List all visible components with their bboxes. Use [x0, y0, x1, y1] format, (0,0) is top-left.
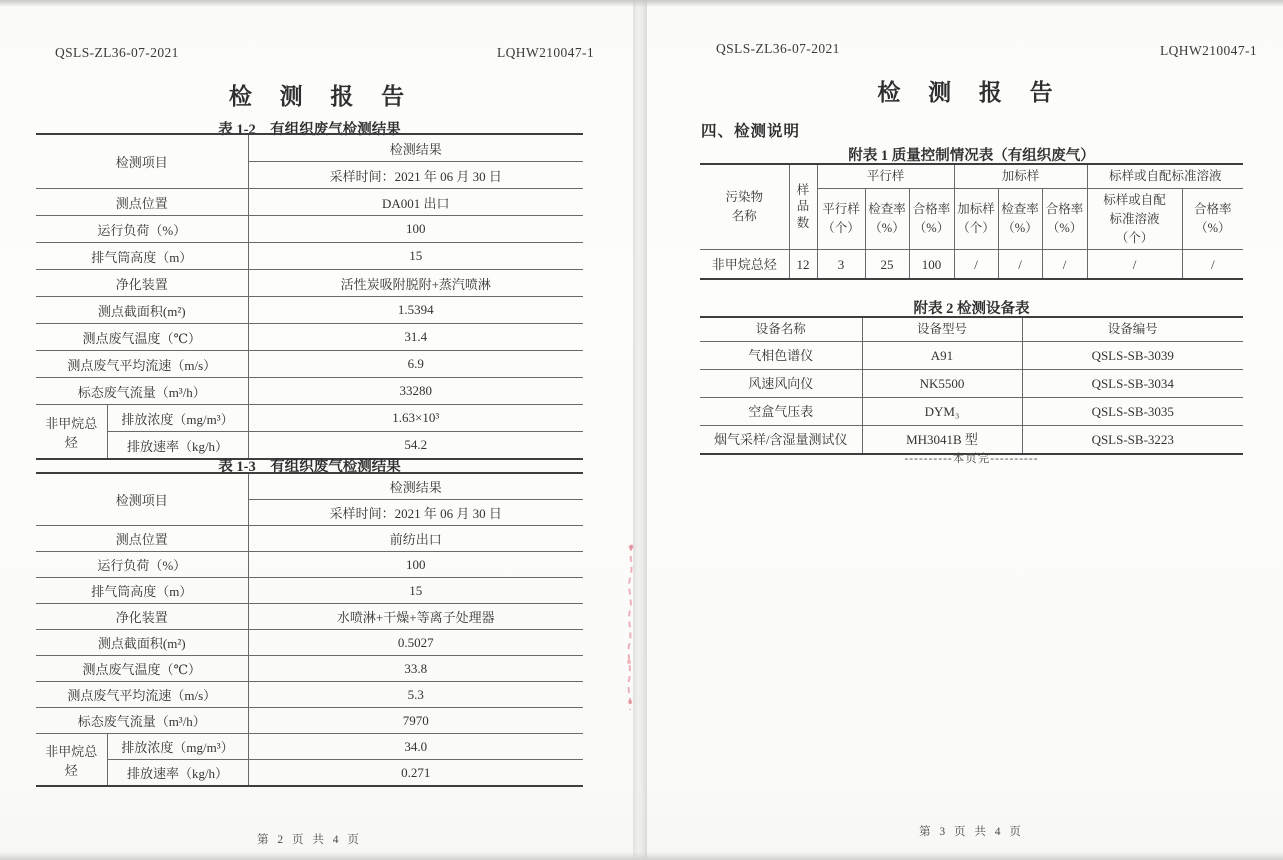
- qc-header-group-row: [700, 164, 1243, 189]
- row-label: 排放浓度（mg/m³）: [107, 405, 248, 432]
- qc-cell: /: [1042, 250, 1087, 280]
- row-value: 100: [248, 552, 583, 578]
- row-label: 测点位置: [36, 526, 248, 552]
- parallel-sample-group-header: 平行样: [817, 164, 954, 189]
- row-value: 33.8: [248, 656, 583, 682]
- row-value: 5.3: [248, 682, 583, 708]
- device-table-caption: 附表 2 检测设备表: [913, 301, 1030, 317]
- spiked-sample-group-header: 加标样: [954, 164, 1087, 189]
- table-row: [36, 682, 583, 708]
- row-label: 标态废气流量（m³/h）: [36, 378, 248, 405]
- red-pen-mark-artifact: [623, 542, 637, 712]
- row-value: 活性炭吸附脱附+蒸汽喷淋: [248, 270, 583, 297]
- device-serial: QSLS-SB-3034: [1022, 370, 1243, 398]
- table-row: [36, 578, 583, 604]
- table-row: [36, 270, 583, 297]
- row-label: 净化装置: [36, 604, 248, 630]
- table-1-2-organized-emission-results: [36, 133, 583, 460]
- row-value: 31.4: [248, 324, 583, 351]
- qc-cell: 3: [817, 250, 865, 280]
- scanned-page-2: [0, 0, 633, 860]
- row-label: 排放速率（kg/h）: [107, 760, 248, 787]
- pollutant-name-header: 污染物名称: [700, 164, 789, 250]
- qc-subheader: 加标样（个）: [954, 189, 998, 250]
- row-value: 100: [248, 216, 583, 243]
- row-label: 排气筒高度（m）: [36, 243, 248, 270]
- table-1-2-caption: 表 1-2 有组织废气检测结果: [218, 122, 401, 138]
- page-number-right: 第 3 页 共 4 页: [919, 826, 1024, 838]
- row-label: 测点截面积(m²): [36, 297, 248, 324]
- item-header-cell: 检测项目: [36, 134, 248, 189]
- row-label: 净化装置: [36, 270, 248, 297]
- device-name: 烟气采样/含湿量测试仪: [700, 426, 862, 455]
- qc-data-row: [700, 250, 1243, 280]
- row-value: 34.0: [248, 734, 583, 760]
- scanned-page-3: [647, 0, 1283, 860]
- row-label: 运行负荷（%）: [36, 216, 248, 243]
- doc-code-left: QSLS-ZL36-07-2021: [55, 45, 179, 60]
- row-value: 15: [248, 578, 583, 604]
- result-header-cell: 检测结果: [248, 134, 583, 162]
- row-value: 0.271: [248, 760, 583, 787]
- table-row: [36, 216, 583, 243]
- qc-subheader: 检查率（%）: [865, 189, 909, 250]
- page-number-left: 第 2 页 共 4 页: [257, 834, 362, 846]
- report-title-left: 检 测 报 告: [228, 84, 416, 109]
- pollutant-group-label: 非甲烷总烃: [36, 405, 107, 460]
- qc-cell: /: [1182, 250, 1243, 280]
- qc-subheader: 平行样（个）: [817, 189, 865, 250]
- end-of-page-mark: ----------本页完----------: [904, 453, 1039, 465]
- quality-control-table: [700, 163, 1243, 280]
- qc-subheader: 标样或自配标准溶液（个）: [1087, 189, 1182, 250]
- qc-cell: 100: [909, 250, 954, 280]
- device-name: 气相色谱仪: [700, 342, 862, 370]
- row-label: 测点废气平均流速（m/s）: [36, 351, 248, 378]
- row-label: 排放速率（kg/h）: [107, 432, 248, 460]
- report-number-left: LQHW210047-1: [497, 45, 595, 60]
- device-name-header: 设备名称: [700, 317, 862, 342]
- table-row: [36, 378, 583, 405]
- table-row: [36, 760, 583, 787]
- page-gutter: [633, 0, 647, 860]
- doc-code-right: QSLS-ZL36-07-2021: [716, 41, 840, 56]
- device-row: [700, 370, 1243, 398]
- device-model: DYM₃: [862, 398, 1022, 426]
- device-serial: QSLS-SB-3039: [1022, 342, 1243, 370]
- table-1-3-organized-emission-results: [36, 472, 583, 787]
- device-serial-header: 设备编号: [1022, 317, 1243, 342]
- device-row: [700, 398, 1243, 426]
- table-row: [36, 243, 583, 270]
- table-row: [36, 297, 583, 324]
- row-label: 测点废气平均流速（m/s）: [36, 682, 248, 708]
- row-label: 运行负荷（%）: [36, 552, 248, 578]
- row-value: 54.2: [248, 432, 583, 460]
- test-equipment-table: [700, 316, 1243, 455]
- table-row: [36, 734, 583, 760]
- row-value: 6.9: [248, 351, 583, 378]
- row-label: 排气筒高度（m）: [36, 578, 248, 604]
- report-title-right: 检 测 报 告: [877, 80, 1064, 105]
- section-title-test-notes: 四、检测说明: [701, 123, 801, 140]
- table-row: [36, 630, 583, 656]
- row-label: 测点位置: [36, 189, 248, 216]
- qc-cell: 25: [865, 250, 909, 280]
- qc-subheader: 合格率（%）: [909, 189, 954, 250]
- sampling-time-cell: 采样时间：2021 年 06 月 30 日: [248, 162, 583, 189]
- qc-cell: 12: [789, 250, 817, 280]
- item-header-cell: 检测项目: [36, 473, 248, 526]
- row-value: 33280: [248, 378, 583, 405]
- row-value: 7970: [248, 708, 583, 734]
- row-label: 排放浓度（mg/m³）: [107, 734, 248, 760]
- device-serial: QSLS-SB-3035: [1022, 398, 1243, 426]
- standard-solution-group-header: 标样或自配标准溶液: [1087, 164, 1243, 189]
- table-row: [36, 656, 583, 682]
- row-value: DA001 出口: [248, 189, 583, 216]
- device-header-row: [700, 317, 1243, 342]
- sampling-time-cell: 采样时间：2021 年 06 月 30 日: [248, 500, 583, 526]
- qc-table-caption: 附表 1 质量控制情况表（有组织废气）: [848, 148, 1095, 164]
- row-value: 前纺出口: [248, 526, 583, 552]
- qc-cell: /: [954, 250, 998, 280]
- table-row: [36, 405, 583, 432]
- row-value: 1.63×10³: [248, 405, 583, 432]
- table-row: [36, 324, 583, 351]
- report-number-right: LQHW210047-1: [1160, 43, 1258, 58]
- row-label: 标态废气流量（m³/h）: [36, 708, 248, 734]
- qc-cell: /: [1087, 250, 1182, 280]
- table-row: [36, 526, 583, 552]
- pollutant-group-label: 非甲烷总烃: [36, 734, 107, 787]
- qc-subheader: 合格率（%）: [1042, 189, 1087, 250]
- qc-cell: /: [998, 250, 1042, 280]
- qc-cell: 非甲烷总烃: [700, 250, 789, 280]
- device-serial: QSLS-SB-3223: [1022, 426, 1243, 455]
- row-label: 测点废气温度（℃）: [36, 656, 248, 682]
- device-name: 风速风向仪: [700, 370, 862, 398]
- qc-subheader: 检查率（%）: [998, 189, 1042, 250]
- device-model: A91: [862, 342, 1022, 370]
- row-value: 0.5027: [248, 630, 583, 656]
- device-model-header: 设备型号: [862, 317, 1022, 342]
- device-model: MH3041B 型: [862, 426, 1022, 455]
- device-name: 空盒气压表: [700, 398, 862, 426]
- row-label: 测点截面积(m²): [36, 630, 248, 656]
- result-header-cell: 检测结果: [248, 473, 583, 500]
- row-label: 测点废气温度（℃）: [36, 324, 248, 351]
- table-row: [36, 604, 583, 630]
- device-row: [700, 342, 1243, 370]
- sample-count-header: 样品数: [789, 164, 817, 250]
- device-model: NK5500: [862, 370, 1022, 398]
- row-value: 15: [248, 243, 583, 270]
- table-1-3-caption: 表 1-3 有组织废气检测结果: [218, 459, 401, 475]
- table-row: [36, 708, 583, 734]
- qc-subheader: 合格率（%）: [1182, 189, 1243, 250]
- table-row: [36, 189, 583, 216]
- row-value: 1.5394: [248, 297, 583, 324]
- table-row: [36, 351, 583, 378]
- row-value: 水喷淋+干燥+等离子处理器: [248, 604, 583, 630]
- table-row: [36, 552, 583, 578]
